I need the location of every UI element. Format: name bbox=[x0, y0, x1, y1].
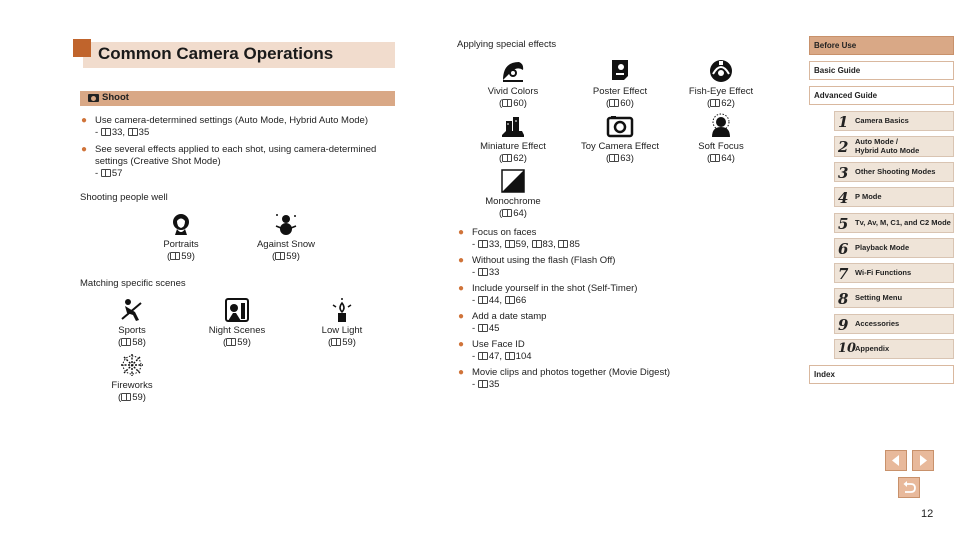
prev-page-button[interactable] bbox=[885, 450, 907, 471]
page-ref-icon bbox=[101, 169, 111, 177]
miniature-icon bbox=[500, 113, 526, 139]
page-link[interactable]: 44 bbox=[488, 295, 500, 306]
page-link[interactable]: 57 bbox=[111, 168, 123, 179]
camera-icon bbox=[88, 94, 99, 102]
page-link[interactable]: 59 bbox=[286, 250, 297, 262]
page-number: 12 bbox=[921, 508, 934, 520]
title-marker bbox=[73, 39, 91, 57]
vivid-icon bbox=[500, 58, 526, 84]
page-ref-icon bbox=[101, 128, 111, 136]
page-link[interactable]: 47 bbox=[488, 351, 500, 362]
snowman-icon bbox=[273, 211, 299, 237]
page-ref-icon bbox=[128, 128, 138, 136]
sidebar-chapter-4[interactable]: 4 P Mode bbox=[834, 187, 954, 207]
page-ref-icon bbox=[121, 393, 131, 401]
against-snow-item: Against Snow ( 59) bbox=[236, 211, 336, 262]
page-link[interactable]: 35 bbox=[488, 379, 500, 390]
page-link[interactable]: 64 bbox=[513, 207, 524, 219]
bullet-auto-mode: Use camera-determined settings (Auto Mode, Hybrid Auto Mode) bbox=[95, 115, 368, 126]
page-ref-icon bbox=[478, 324, 488, 332]
page-link[interactable]: 58 bbox=[132, 336, 143, 348]
page-link[interactable]: 60 bbox=[620, 97, 631, 109]
poster-icon bbox=[607, 58, 633, 84]
soft-focus-icon bbox=[708, 113, 734, 139]
page-link[interactable]: 59 bbox=[132, 391, 143, 403]
arrow-right-icon bbox=[913, 451, 933, 470]
shoot-label: Shoot bbox=[102, 92, 129, 103]
sidebar-index[interactable]: Index bbox=[809, 365, 954, 384]
fireworks-icon bbox=[119, 352, 145, 378]
fireworks-item: Fireworks ( 59) bbox=[82, 352, 182, 403]
toy-camera-effect-item: Toy Camera Effect ( 63) bbox=[570, 113, 670, 164]
shoot-section-header bbox=[80, 91, 395, 106]
poster-effect-item: Poster Effect ( 60) bbox=[570, 58, 670, 109]
page-ref-icon bbox=[502, 154, 512, 162]
page-link[interactable]: 45 bbox=[488, 323, 500, 334]
fish-eye-effect-item: Fish-Eye Effect ( 62) bbox=[671, 58, 771, 109]
effects-heading: Applying special effects bbox=[457, 39, 557, 50]
sidebar-chapter-10[interactable]: 10 Appendix bbox=[834, 339, 954, 359]
page-ref-icon bbox=[478, 296, 488, 304]
sidebar-basic-guide[interactable]: Basic Guide bbox=[809, 61, 954, 80]
page-link[interactable]: 62 bbox=[513, 152, 524, 164]
people-heading: Shooting people well bbox=[80, 192, 168, 203]
arrow-left-icon bbox=[886, 451, 906, 470]
page-ref-icon bbox=[502, 209, 512, 217]
page-ref-icon bbox=[558, 240, 568, 248]
page-ref-icon bbox=[478, 352, 488, 360]
page-ref-icon bbox=[505, 296, 515, 304]
page-ref-icon bbox=[478, 240, 488, 248]
sidebar-before-use[interactable]: Before Use bbox=[809, 36, 954, 55]
sidebar-chapter-2[interactable]: 2 Auto Mode / Hybrid Auto Mode bbox=[834, 136, 954, 157]
sidebar-chapter-3[interactable]: 3 Other Shooting Modes bbox=[834, 162, 954, 182]
page-title: Common Camera Operations bbox=[98, 44, 334, 63]
soft-focus-item: Soft Focus ( 64) bbox=[671, 113, 771, 164]
page-link[interactable]: 60 bbox=[513, 97, 524, 109]
page-link[interactable]: 59 bbox=[342, 336, 353, 348]
page-link[interactable]: 104 bbox=[515, 351, 532, 362]
page-ref-icon bbox=[170, 252, 180, 260]
page-link[interactable]: 85 bbox=[569, 239, 580, 250]
page-link[interactable]: 33 bbox=[488, 239, 500, 250]
page-ref-icon bbox=[710, 154, 720, 162]
feature-bullets: ● Focus on faces - 33, 59, 83, 85 ● Without using the flash (Flash Off) - 33 ● Include yourself in the shot (Self-Timer) - 44, 66 ● Add a date stamp - 45 ● Use Face ID - 47, 104 ● Movie clips and photos together (Movie Digest) - 35 bbox=[458, 227, 671, 390]
page-link[interactable]: 66 bbox=[515, 295, 527, 306]
sports-item: Sports ( 58) bbox=[82, 297, 182, 348]
sidebar-chapter-8[interactable]: 8 Setting Menu bbox=[834, 288, 954, 308]
shoot-bullets: ● Use camera-determined settings (Auto Mode, Hybrid Auto Mode) - 33, 35 ● See several effects applied to each shot, using camera-determined settings (Creative Shot Mode) - 57 bbox=[81, 115, 377, 179]
page-ref-icon bbox=[532, 240, 542, 248]
vivid-colors-item: Vivid Colors ( 60) bbox=[463, 58, 563, 109]
toy-camera-icon bbox=[603, 113, 637, 139]
page-link[interactable]: 33 bbox=[488, 267, 500, 278]
page-ref-icon bbox=[121, 338, 131, 346]
page-ref-icon bbox=[502, 99, 512, 107]
bullet-creative-shot: See several effects applied to each shot, using camera-determined bbox=[95, 144, 377, 155]
scenes-heading: Matching specific scenes bbox=[80, 278, 186, 289]
page-link[interactable]: 63 bbox=[620, 152, 631, 164]
page-link[interactable]: 59 bbox=[515, 239, 527, 250]
page-ref-icon bbox=[710, 99, 720, 107]
page-link[interactable]: 62 bbox=[721, 97, 732, 109]
low-light-icon bbox=[329, 297, 355, 323]
return-icon bbox=[899, 478, 919, 497]
monochrome-icon bbox=[500, 168, 526, 194]
page-ref-icon bbox=[478, 268, 488, 276]
page-link[interactable]: 59 bbox=[181, 250, 192, 262]
sidebar-advanced-guide[interactable]: Advanced Guide bbox=[809, 86, 954, 105]
page-ref-icon bbox=[331, 338, 341, 346]
page-ref-icon bbox=[609, 154, 619, 162]
return-button[interactable] bbox=[898, 477, 920, 498]
page-link[interactable]: 64 bbox=[721, 152, 732, 164]
page-ref-icon bbox=[478, 380, 488, 388]
page-link[interactable]: 59 bbox=[237, 336, 248, 348]
page-link[interactable]: 35 bbox=[138, 127, 150, 138]
night-scene-icon bbox=[224, 297, 250, 323]
miniature-effect-item: Miniature Effect ( 62) bbox=[463, 113, 563, 164]
next-page-button[interactable] bbox=[912, 450, 934, 471]
low-light-item: Low Light ( 59) bbox=[292, 297, 392, 348]
night-scenes-item: Night Scenes ( 59) bbox=[187, 297, 287, 348]
page-ref-icon bbox=[505, 240, 515, 248]
sports-icon bbox=[119, 297, 145, 323]
page-ref-icon bbox=[505, 352, 515, 360]
fisheye-icon bbox=[708, 58, 734, 84]
page-ref-icon bbox=[226, 338, 236, 346]
sidebar-chapter-6[interactable]: 6 Playback Mode bbox=[834, 238, 954, 258]
monochrome-item: Monochrome ( 64) bbox=[463, 168, 563, 219]
page-link[interactable]: 83 bbox=[542, 239, 554, 250]
sidebar-chapter-9[interactable]: 9 Accessories bbox=[834, 314, 954, 334]
sidebar-chapter-7[interactable]: 7 Wi-Fi Functions bbox=[834, 263, 954, 283]
page-ref-icon bbox=[609, 99, 619, 107]
portrait-icon bbox=[168, 211, 194, 237]
sidebar-chapter-5[interactable]: 5 Tv, Av, M, C1, and C2 Mode bbox=[834, 213, 954, 233]
portraits-item: Portraits ( 59) bbox=[131, 211, 231, 262]
sidebar-chapter-1[interactable]: 1 Camera Basics bbox=[834, 111, 954, 131]
page-ref-icon bbox=[275, 252, 285, 260]
